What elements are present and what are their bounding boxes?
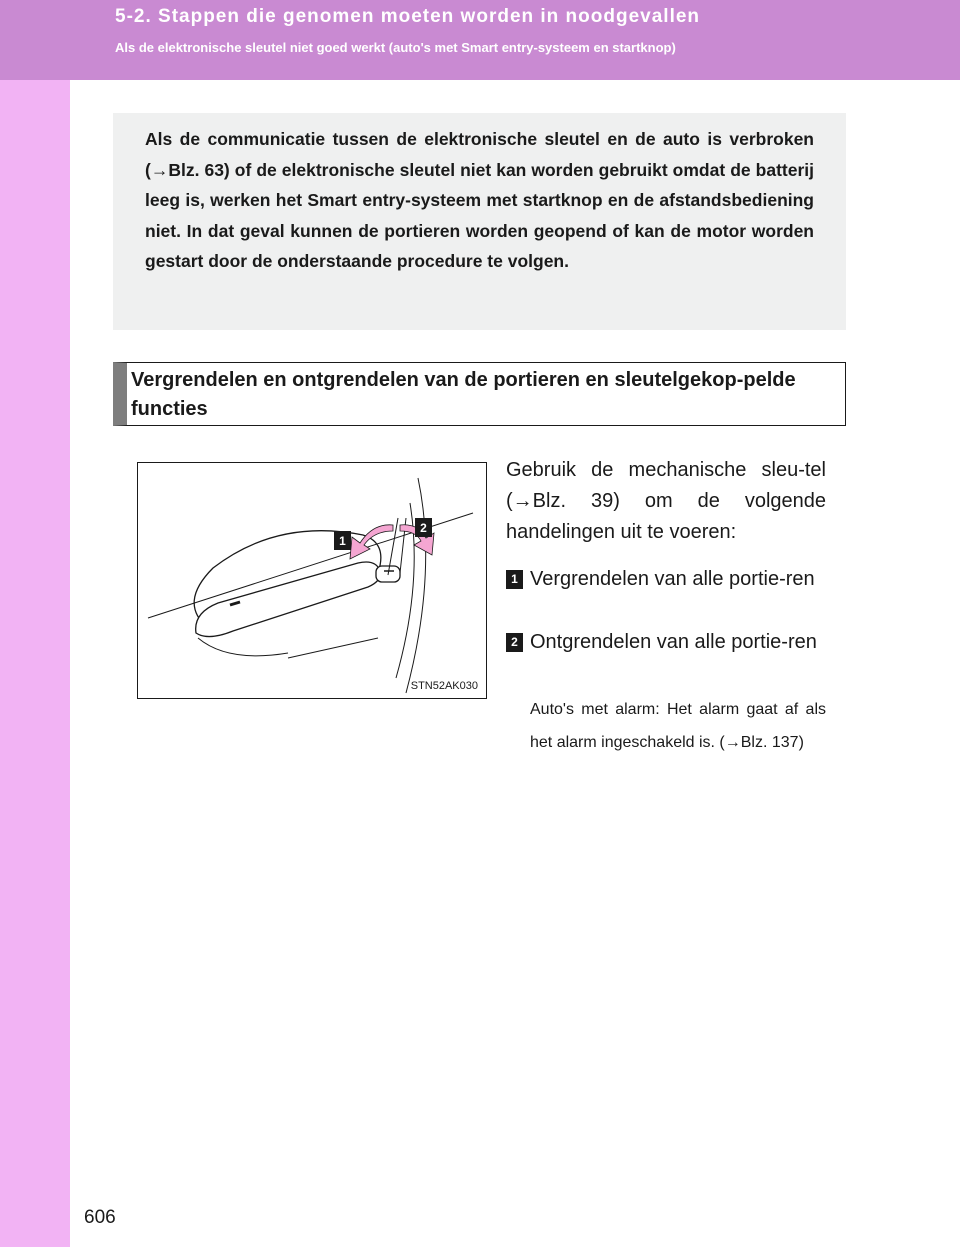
side-band bbox=[0, 0, 70, 1247]
section-heading: Vergrendelen en ontgrendelen van de portieren en sleutelgekop-pelde functies bbox=[113, 362, 846, 426]
callout-2: 2 bbox=[420, 521, 427, 535]
door-handle-illustration bbox=[138, 463, 486, 698]
step-1-badge: 1 bbox=[506, 570, 523, 589]
callout-1: 1 bbox=[339, 534, 346, 548]
figure-code: STN52AK030 bbox=[410, 680, 478, 692]
step-2-badge: 2 bbox=[506, 633, 523, 652]
step-1 bbox=[506, 561, 826, 597]
alarm-note: Auto's met alarm: Het alarm gaat af als het alarm ingeschakeld is. (→Blz. 137) bbox=[530, 701, 826, 751]
section-body-text: Gebruik de mechanische sleu-tel (→Blz. 39) om de volgende handelingen uit te voeren: bbox=[506, 459, 826, 543]
step-1-text: Vergrendelen van alle portie-ren bbox=[530, 568, 815, 590]
chapter-subtitle: Als de elektronische sleutel niet goed werkt (auto's met Smart entry-systeem en startknop) bbox=[115, 40, 676, 55]
intro-text: Als de communicatie tussen de elektronische sleutel en de auto is verbroken (→Blz. 63) of de elektronische sleutel niet kan worden gebruikt omdat de batterij leeg is, werken het Smart entry-systeem met startknop en de afstandsbediening niet. In dat geval kunnen de portieren worden geopend of kan de motor worden gestart door de onderstaande procedure te volgen. bbox=[145, 129, 814, 271]
page-number: 606 bbox=[84, 1207, 116, 1228]
arrow-lock bbox=[350, 525, 393, 559]
intro-box bbox=[113, 113, 846, 330]
step-2-text: Ontgrendelen van alle portie-ren bbox=[530, 631, 817, 653]
door-handle-figure bbox=[137, 462, 487, 699]
chapter-title: 5-2. Stappen die genomen moeten worden in noodgevallen bbox=[115, 6, 701, 27]
step-2 bbox=[506, 624, 826, 660]
page-header bbox=[0, 0, 960, 80]
